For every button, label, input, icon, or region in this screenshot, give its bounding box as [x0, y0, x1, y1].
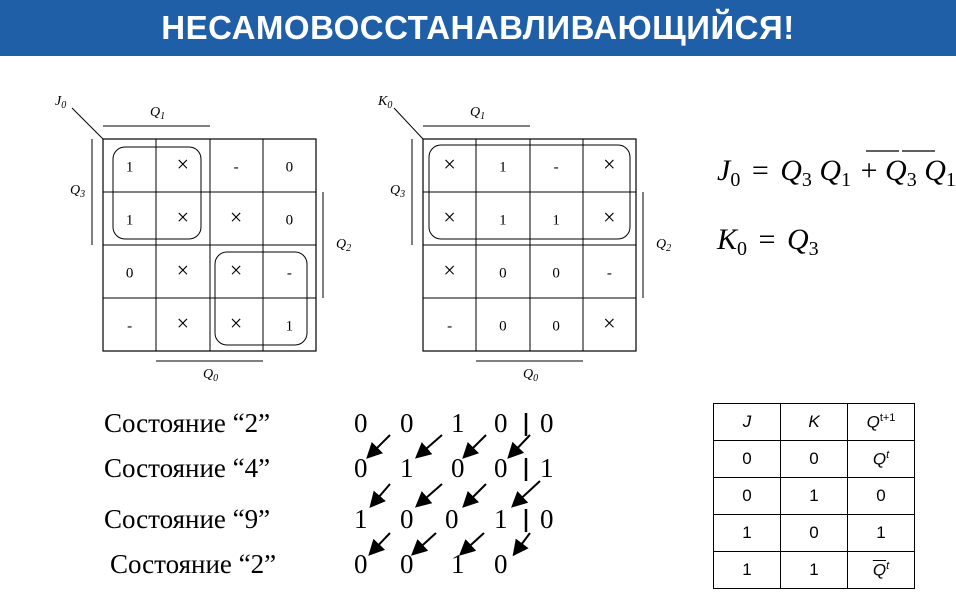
kmap-cell: ×: [176, 204, 190, 230]
shift-arrow: [414, 533, 436, 553]
kmap-cell: 1: [285, 318, 294, 335]
table-header-row: [714, 404, 915, 441]
jk-truth-table: [713, 403, 915, 589]
bit: 0: [400, 549, 414, 579]
kmap-k-q1-label: $Q_1$: [470, 105, 486, 122]
equation-j: $J_0$ = $Q_3$ $Q_1$ + $Q_3$ $Q_1$: [717, 154, 956, 191]
table-cell: 1: [781, 552, 848, 589]
table-cell: 1: [714, 515, 781, 552]
table-cell: 0: [714, 478, 781, 515]
table-cell: 0: [781, 515, 848, 552]
kmap-cell: ×: [229, 204, 243, 230]
kmap-cell: 0: [552, 265, 560, 282]
page-title: НЕСАМОВОССТАНАВЛИВАЮЩИЙСЯ!: [161, 9, 795, 46]
kmap-cell: 0: [499, 265, 507, 282]
kmap-cell: ×: [603, 151, 616, 177]
kmap-k-q2-label: $Q_2$: [656, 237, 672, 254]
kmap-cell: 0: [499, 318, 507, 335]
shift-arrow: [462, 533, 484, 553]
kmap-j-q1-label: $Q_1$: [150, 105, 166, 122]
equation-k: $K_0$ = $Q_3$: [717, 223, 819, 260]
table-header-cell: $Q^{t+1}$: [848, 404, 915, 441]
shift-arrow: [418, 484, 442, 505]
kmap-cell: -: [127, 318, 133, 335]
kmap-j-corner-line: [72, 108, 103, 139]
title-banner: [0, 0, 956, 56]
bit: 0: [354, 453, 368, 483]
table-cell: $Q^t$: [848, 441, 915, 478]
kmap-j-q3-label: $Q_3$: [70, 183, 86, 200]
kmaps-svg: [0, 56, 956, 406]
kmap-cell: 0: [552, 318, 560, 335]
bit: 1: [354, 504, 368, 534]
kmap-k-q3-label: $Q_3$: [390, 183, 406, 200]
kmap-j-q2-label: $Q_2$: [336, 237, 352, 254]
kmap-cell: 1: [552, 212, 560, 229]
kmap-cell: ×: [229, 257, 243, 283]
state-label: Состояние “4”: [104, 453, 271, 483]
kmap-cell: 0: [285, 212, 294, 229]
kmap-cell: 1: [125, 212, 134, 229]
bit: 0: [540, 408, 554, 438]
bit: 0: [540, 504, 554, 534]
kmap-j: [55, 94, 351, 384]
kmap-cell: ×: [443, 204, 456, 230]
table-row: [714, 552, 915, 589]
kmap-cell: 1: [499, 159, 507, 176]
bit: 0: [354, 549, 368, 579]
kmap-j-output-label: $J_0$: [55, 94, 67, 111]
bit: 0: [494, 408, 508, 438]
shift-arrow: [515, 533, 530, 553]
equations: [716, 151, 956, 262]
kmap-cell: -: [447, 318, 453, 335]
state-label: Состояние “9”: [104, 504, 271, 534]
table-cell: 1: [848, 515, 915, 552]
kmap-cell: ×: [229, 310, 243, 336]
table-cell: 0: [848, 478, 915, 515]
shift-arrow: [514, 481, 540, 505]
bit: 0: [494, 453, 508, 483]
kmap-k-corner-line: [394, 108, 423, 139]
bit: 0: [445, 504, 459, 534]
table-cell: 0: [714, 441, 781, 478]
table-header-cell: K: [781, 404, 848, 441]
shift-arrow: [465, 484, 486, 505]
state-label: Состояние “2”: [110, 549, 277, 579]
table-cell: 1: [781, 478, 848, 515]
table-cell: 1: [714, 552, 781, 589]
bit: 0: [354, 408, 368, 438]
bit: 0: [494, 549, 508, 579]
kmap-cell: ×: [603, 204, 616, 230]
bit: 1: [494, 504, 508, 534]
shift-arrow: [369, 435, 390, 456]
table-row: [714, 515, 915, 552]
kmap-cell: 1: [125, 159, 134, 176]
bit: 1: [400, 453, 414, 483]
table-header-cell: J: [714, 404, 781, 441]
kmap-cell: ×: [603, 310, 616, 336]
shift-arrow: [418, 435, 442, 456]
shift-arrow: [465, 435, 486, 456]
table-cell: 0: [781, 441, 848, 478]
table-row: [714, 441, 915, 478]
table-row: [714, 478, 915, 515]
kmap-cell: -: [606, 265, 612, 282]
kmap-j-q0-label: $Q_0$: [203, 367, 219, 384]
table-cell: $\overline{Q}^t$: [848, 552, 915, 589]
kmap-cell: ×: [443, 257, 456, 283]
kmap-cell: -: [553, 159, 559, 176]
kmap-cell: ×: [176, 257, 190, 283]
bit: 1: [451, 549, 465, 579]
state-label: Состояние “2”: [104, 408, 271, 438]
bit: 1: [540, 453, 554, 483]
bit: 1: [451, 408, 465, 438]
kmap-cell: 0: [125, 265, 134, 282]
bit: 0: [451, 453, 465, 483]
kmap-k-output-label: $K_0$: [378, 94, 393, 111]
kmap-cell: ×: [176, 310, 190, 336]
kmap-cell: -: [233, 159, 239, 176]
kmap-k-q0-label: $Q_0$: [523, 367, 539, 384]
kmap-cell: -: [286, 265, 292, 282]
shift-arrow: [372, 484, 390, 505]
kmap-cell: ×: [176, 151, 190, 177]
kmap-cell: 1: [499, 212, 507, 229]
shift-arrow: [510, 435, 530, 456]
bit: 0: [400, 408, 414, 438]
kmap-cell: ×: [443, 151, 456, 177]
kmap-cell: 0: [285, 159, 294, 176]
bit: 0: [400, 504, 414, 534]
shift-arrow: [371, 533, 390, 553]
kmap-k: [377, 94, 671, 384]
